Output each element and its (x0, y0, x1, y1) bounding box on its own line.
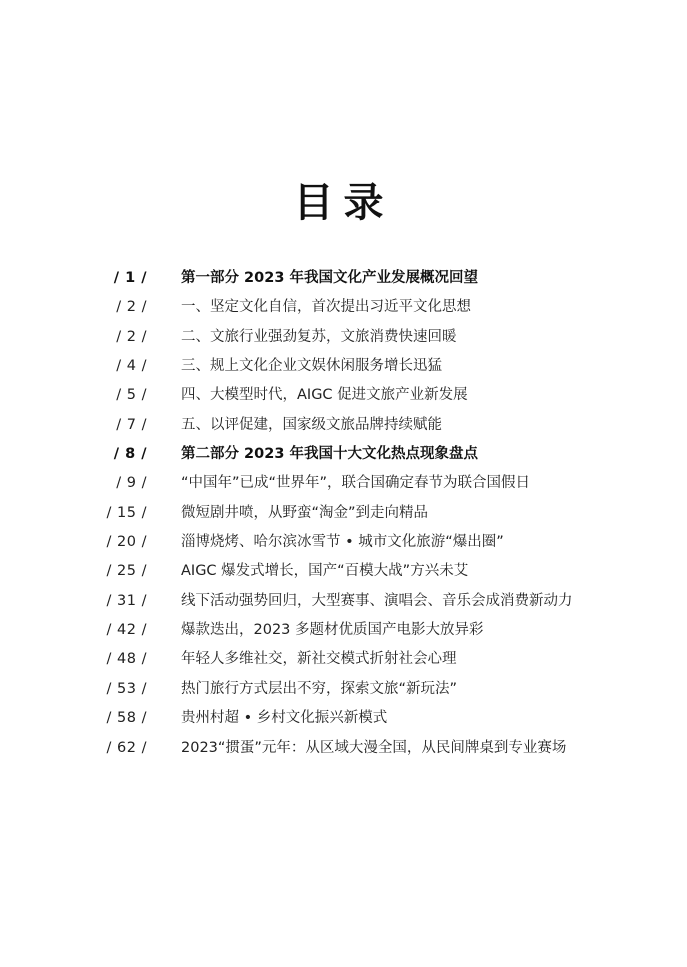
toc-entry-text: 2023“掼蛋”元年：从区域大漫全国，从民间牌桌到专业赛场 (181, 739, 567, 756)
toc-page-number: / 53 / (106, 680, 147, 697)
toc-page-number: / 48 / (106, 651, 147, 668)
toc-entry-text: 线下活动强势回归，大型赛事、演唱会、音乐会成消费新动力 (181, 592, 573, 609)
toc-page-number: / 62 / (106, 739, 147, 756)
page-title: 目录 (293, 180, 394, 226)
toc-entry-text: 淄博烧烤、哈尔滨冰雪节 • 城市文化旅游“爆出圈” (181, 534, 504, 551)
toc-page-number: / 2 / (116, 328, 147, 345)
toc-entry-text: 二、文旅行业强劲复苏，文旅消费快速回暖 (181, 328, 457, 345)
toc-entry-text: 第一部分 2023 年我国文化产业发展概况回望 (181, 270, 478, 286)
toc-entry[interactable] (0, 645, 687, 674)
toc-entry-text: 年轻人多维社交，新社交模式折射社会心理 (181, 651, 457, 668)
toc-entry[interactable] (0, 734, 687, 763)
toc-page-number: / 1 / (113, 270, 147, 286)
toc-page-number: / 5 / (116, 387, 147, 404)
toc-entry[interactable] (0, 352, 687, 381)
toc-page-number: / 31 / (106, 592, 147, 609)
toc-page-number: / 42 / (106, 622, 147, 639)
toc-entry[interactable] (0, 469, 687, 498)
toc-entry-text: 贵州村超 • 乡村文化振兴新模式 (181, 710, 388, 727)
toc-entry[interactable] (0, 411, 687, 440)
toc-entry[interactable] (0, 616, 687, 645)
toc-entry[interactable] (0, 704, 687, 733)
toc-entry[interactable] (0, 323, 687, 352)
toc-page-number: / 20 / (106, 534, 147, 551)
toc-entry-text: AIGC 爆发式增长，国产“百模大战”方兴未艾 (181, 563, 469, 580)
toc-section-heading[interactable] (0, 440, 687, 469)
toc-page-number: / 15 / (106, 504, 147, 521)
toc-page-number: / 58 / (106, 710, 147, 727)
toc-entry-text: 四、大模型时代，AIGC 促进文旅产业新发展 (181, 387, 468, 404)
toc-section-heading[interactable] (0, 264, 687, 293)
toc-entry[interactable] (0, 381, 687, 410)
toc-entry[interactable] (0, 587, 687, 616)
toc-entry-text: 三、规上文化企业文娱休闲服务增长迅猛 (181, 358, 442, 375)
toc-page-number: / 25 / (106, 563, 147, 580)
toc-page-number: / 4 / (116, 358, 147, 375)
toc-entry[interactable] (0, 293, 687, 322)
toc-page-number: / 2 / (116, 299, 147, 316)
toc-entry-text: 微短剧井喷，从野蛮“淘金”到走向精品 (181, 504, 429, 521)
toc-entry-text: 一、坚定文化自信，首次提出习近平文化思想 (181, 299, 471, 316)
toc-entry[interactable] (0, 499, 687, 528)
toc-entry-text: 爆款迭出，2023 多题材优质国产电影大放异彩 (181, 622, 484, 639)
toc-page-number: / 7 / (116, 416, 147, 433)
toc-entry-text: 第二部分 2023 年我国十大文化热点现象盘点 (181, 446, 478, 463)
table-of-contents (0, 264, 687, 763)
toc-entry[interactable] (0, 675, 687, 704)
toc-entry[interactable] (0, 557, 687, 586)
toc-entry-text: 热门旅行方式层出不穷，探索文旅“新玩法” (181, 680, 458, 697)
toc-entry[interactable] (0, 528, 687, 557)
toc-page-number: / 8 / (113, 446, 147, 463)
toc-entry-text: 五、以评促建，国家级文旅品牌持续赋能 (181, 416, 442, 433)
toc-entry-text: “中国年”已成“世界年”，联合国确定春节为联合国假日 (181, 475, 531, 492)
toc-page-number: / 9 / (116, 475, 147, 492)
